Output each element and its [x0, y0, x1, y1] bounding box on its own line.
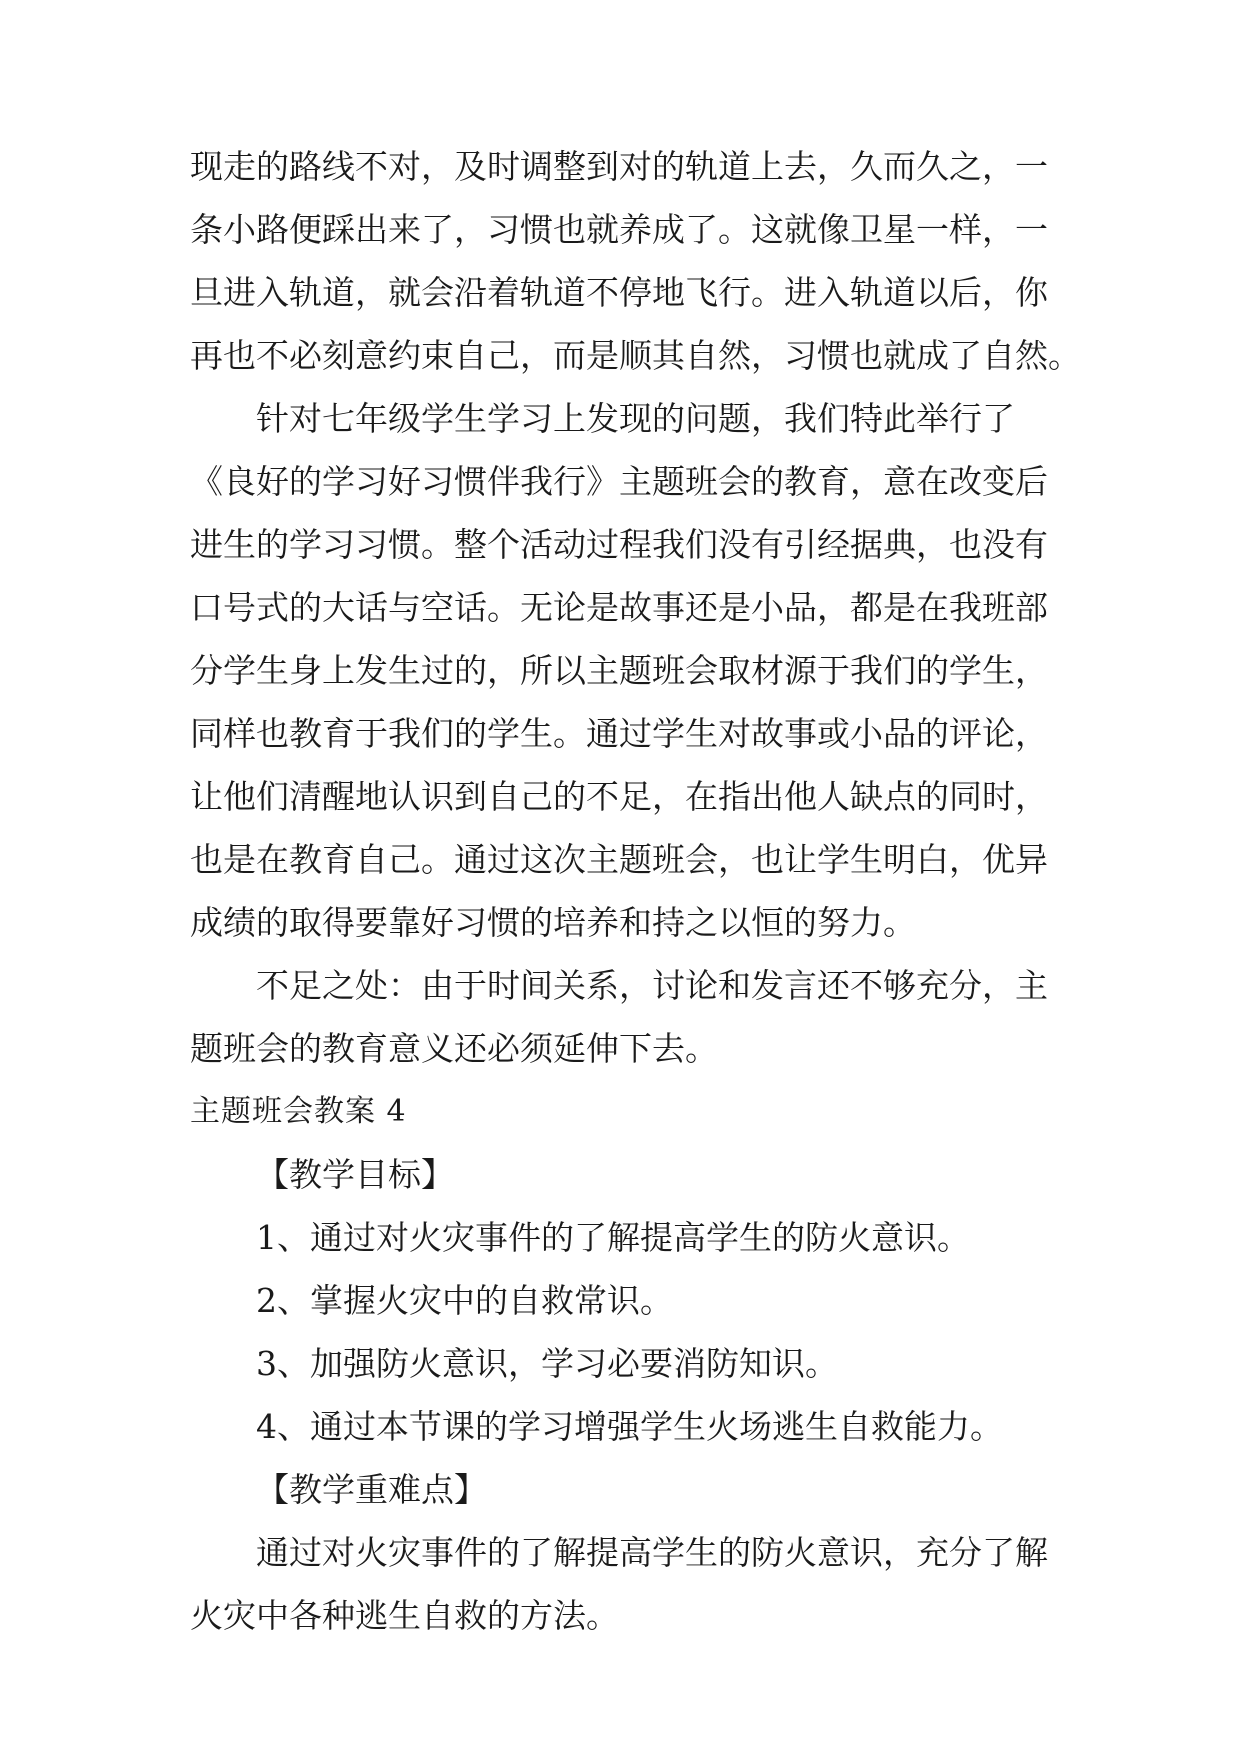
paragraph-line: 条小路便踩出来了，习惯也就养成了。这就像卫星一样，一 — [190, 210, 1048, 249]
section-heading: 主题班会教案 4 — [190, 1094, 407, 1129]
paragraph-line: 现走的路线不对，及时调整到对的轨道上去，久而久之，一 — [190, 147, 1048, 186]
list-item: 3、加强防火意识，学习必要消防知识。 — [256, 1344, 838, 1383]
subheading-objectives: 【教学目标】 — [256, 1155, 454, 1194]
paragraph-line: 旦进入轨道，就会沿着轨道不停地飞行。进入轨道以后，你 — [190, 273, 1048, 312]
paragraph-line: 针对七年级学生学习上发现的问题，我们特此举行了 — [256, 399, 1015, 438]
paragraph-line: 通过对火灾事件的了解提高学生的防火意识，充分了解 — [256, 1533, 1048, 1572]
subheading-key-points: 【教学重难点】 — [256, 1470, 487, 1509]
paragraph-line: 不足之处：由于时间关系，讨论和发言还不够充分，主 — [256, 966, 1048, 1005]
list-item: 1、通过对火灾事件的了解提高学生的防火意识。 — [256, 1218, 970, 1257]
list-item: 4、通过本节课的学习增强学生火场逃生自救能力。 — [256, 1407, 1003, 1446]
paragraph-line: 让他们清醒地认识到自己的不足，在指出他人缺点的同时， — [190, 777, 1048, 816]
list-item: 2、掌握火灾中的自救常识。 — [256, 1281, 673, 1320]
paragraph-line: 进生的学习习惯。整个活动过程我们没有引经据典，也没有 — [190, 525, 1048, 564]
paragraph-line: 再也不必刻意约束自己，而是顺其自然，习惯也就成了自然。 — [190, 336, 1081, 375]
paragraph-line: 也是在教育自己。通过这次主题班会，也让学生明白，优异 — [190, 840, 1048, 879]
paragraph-line: 成绩的取得要靠好习惯的培养和持之以恒的努力。 — [190, 903, 916, 942]
paragraph-line: 题班会的教育意义还必须延伸下去。 — [190, 1029, 718, 1068]
paragraph-line: 《良好的学习好习惯伴我行》主题班会的教育，意在改变后 — [190, 462, 1048, 501]
paragraph-line: 分学生身上发生过的，所以主题班会取材源于我们的学生， — [190, 651, 1048, 690]
paragraph-line: 口号式的大话与空话。无论是故事还是小品，都是在我班部 — [190, 588, 1048, 627]
paragraph-line: 同样也教育于我们的学生。通过学生对故事或小品的评论， — [190, 714, 1048, 753]
paragraph-line: 火灾中各种逃生自救的方法。 — [190, 1596, 619, 1635]
